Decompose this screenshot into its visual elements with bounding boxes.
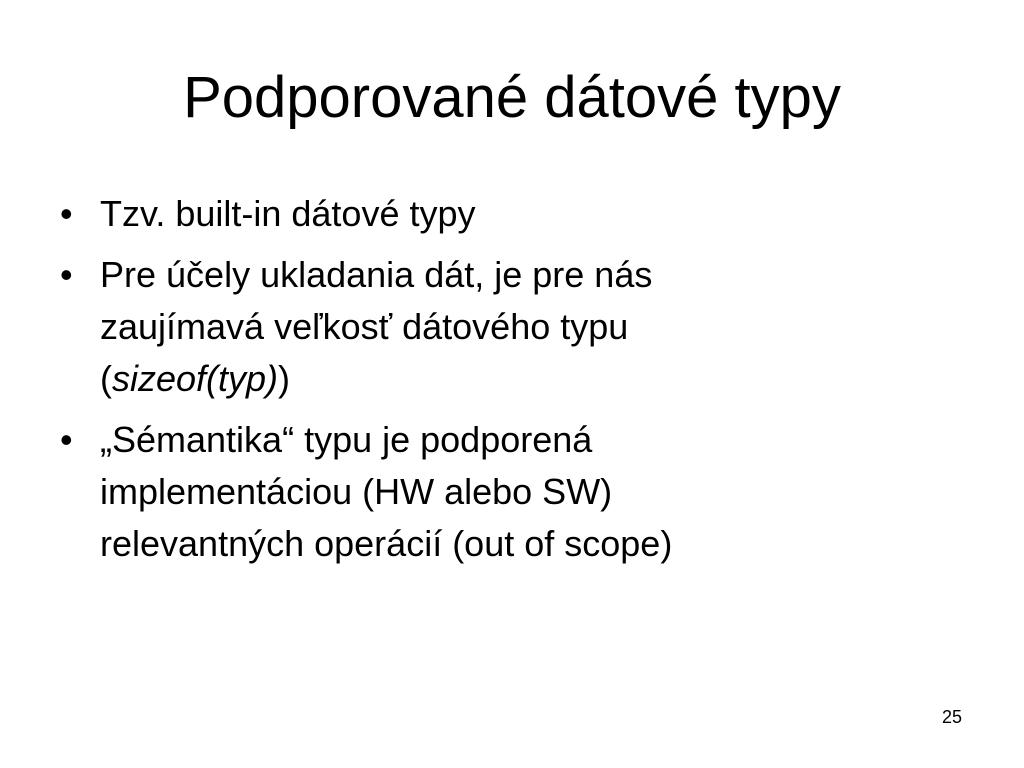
bullet-text — [100, 414, 958, 570]
paren-close: ) — [278, 358, 291, 399]
bullet-list — [58, 188, 958, 579]
page-number: 25 — [941, 707, 962, 727]
sizeof-expression: sizeof(typ) — [112, 358, 279, 399]
paren-open: ( — [100, 358, 112, 399]
bullet-item-2 — [58, 249, 958, 405]
bullet-line: zaujímavá veľkosť dátového typu — [100, 306, 629, 347]
bullet-text — [100, 188, 958, 240]
bullet-line: relevantných operácií (out of scope) — [100, 523, 673, 564]
bullet-line: Tzv. built-in dátové typy — [100, 193, 476, 234]
bullet-line-sizeof — [100, 353, 958, 405]
bullet-line: Pre účely ukladania dát, je pre nás — [100, 254, 653, 295]
bullet-icon: • — [60, 419, 73, 460]
bullet-line: „Sémantika“ typu je podporená — [100, 419, 593, 460]
bullet-line: implementáciou (HW alebo SW) — [100, 471, 613, 512]
bullet-icon: • — [60, 193, 73, 234]
bullet-text — [100, 249, 958, 405]
bullet-item-1 — [58, 188, 958, 240]
bullet-icon: • — [60, 254, 73, 295]
slide-title: Podporované dátové typy — [183, 65, 841, 130]
bullet-item-3 — [58, 414, 958, 570]
